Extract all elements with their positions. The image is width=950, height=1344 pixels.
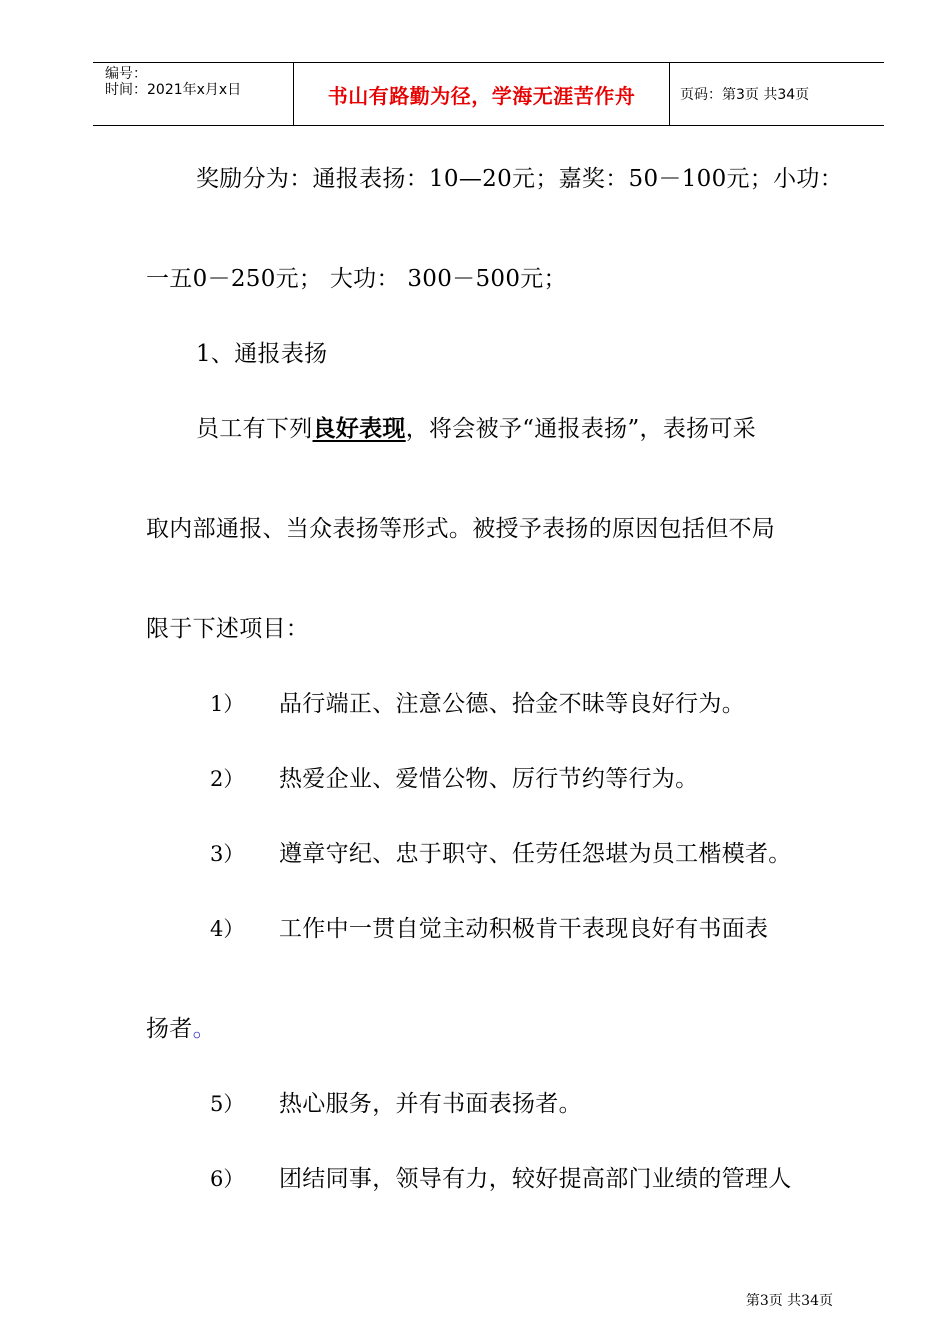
list-item-1-number: 1） [210, 692, 245, 716]
header-motto: 书山有路勤为径，学海无涯苦作舟 [327, 83, 636, 108]
paragraph-text-before: 员工有下列 [196, 416, 313, 442]
list-item-5-number: 5） [210, 1092, 245, 1116]
list-item-1-text: 品行端正、注意公德、拾金不昧等良好行为。 [279, 691, 745, 717]
page-footer: 第3页 共34页 [745, 1293, 833, 1309]
list-item-3-text: 遵章守纪、忠于职守、任劳任怨堪为员工楷模者。 [279, 841, 792, 867]
page-header [93, 62, 884, 126]
list-item-4-cont-mark: 。 [192, 1016, 216, 1042]
serial-label: 编号： [105, 66, 147, 82]
list-item-4-number: 4） [210, 917, 245, 941]
reward-line-2: 一五0－250元； 大功： 300－500元； [146, 266, 567, 292]
section-title: 1、通报表扬 [196, 341, 328, 367]
paragraph-line-3: 限于下述项目： [146, 616, 310, 642]
header-page-cell [670, 63, 884, 125]
emphasis-link[interactable]: 良好表现 [312, 415, 406, 442]
list-item-6-text: 团结同事，领导有力，较好提高部门业绩的管理人 [279, 1166, 792, 1192]
list-item-5-text: 热心服务，并有书面表扬者。 [279, 1091, 582, 1117]
list-item-3-number: 3） [210, 842, 245, 866]
list-item-2-text: 热爱企业、爱惜公物、厉行节约等行为。 [279, 766, 699, 792]
paragraph-text-after: ，将会被予“通报表扬”，表扬可采 [405, 416, 757, 442]
list-item-4-continuation [146, 1014, 216, 1044]
header-left-cell [93, 63, 293, 125]
list-item-4-text: 工作中一贯自觉主动积极肯干表现良好有书面表 [279, 916, 769, 942]
paragraph-line-1 [196, 414, 756, 444]
reward-line-1: 奖励分为：通报表扬：10—20元；嘉奖：50－100元；小功： [196, 166, 843, 192]
list-item-6-number: 6） [210, 1167, 245, 1191]
list-item-4-cont-text: 扬者 [146, 1016, 193, 1042]
header-motto-cell [293, 63, 670, 125]
paragraph-line-2: 取内部通报、当众表扬等形式。被授予表扬的原因包括但不局 [146, 516, 776, 542]
header-page-label: 页码：第3页 共34页 [680, 87, 810, 103]
time-text: 时间：2021年x月x日 [105, 82, 242, 98]
list-item-2-number: 2） [210, 767, 245, 791]
